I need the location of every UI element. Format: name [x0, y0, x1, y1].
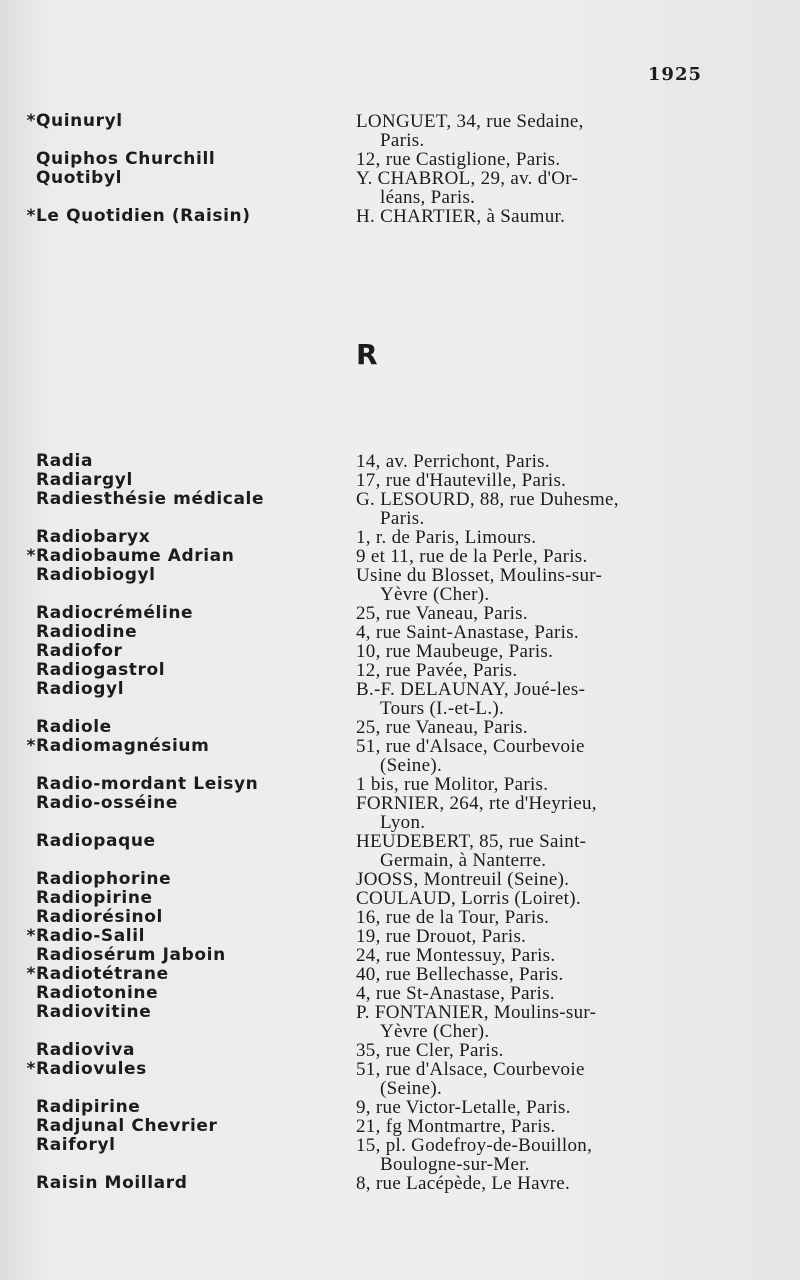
list-item	[0, 1117, 800, 1136]
address-line-1: 12, rue Castiglione, Paris.	[356, 149, 561, 170]
entry-address	[356, 870, 716, 889]
entry-address	[356, 623, 716, 642]
entry-name-text: Quotibyl	[36, 168, 123, 188]
entry-address	[356, 984, 716, 1003]
asterisk-mark: *	[26, 1059, 36, 1079]
entry-name	[36, 1117, 336, 1136]
entry-name	[36, 623, 336, 642]
list-item	[0, 528, 800, 547]
list-item	[0, 604, 800, 623]
entry-name-text: Quinuryl	[36, 111, 123, 131]
address-line-1: 8, rue Lacépède, Le Havre.	[356, 1173, 571, 1194]
asterisk-mark: *	[26, 546, 36, 566]
entry-address	[356, 946, 716, 965]
entry-address	[356, 1041, 716, 1060]
address-line-2: léans, Paris.	[380, 187, 476, 208]
list-item	[0, 737, 800, 775]
list-item	[0, 1003, 800, 1041]
address-line-2: (Seine).	[380, 1078, 443, 1099]
list-item	[0, 794, 800, 832]
entry-name-text: Radiocréméline	[36, 603, 194, 623]
address-line-1: 9 et 11, rue de la Perle, Paris.	[356, 546, 588, 567]
entry-name-text: Radjunal Chevrier	[36, 1116, 218, 1136]
entry-name-text: Radiovules	[36, 1059, 147, 1079]
entry-address	[356, 794, 716, 832]
address-line-1: 4, rue St-Anastase, Paris.	[356, 983, 555, 1004]
address-line-1: 21, fg Montmartre, Paris.	[356, 1116, 556, 1137]
list-item	[0, 547, 800, 566]
list-item	[0, 169, 800, 207]
asterisk-mark: *	[26, 206, 36, 226]
entry-address	[356, 452, 716, 471]
list-item	[0, 946, 800, 965]
address-line-1: 12, rue Pavée, Paris.	[356, 660, 518, 681]
asterisk-mark: *	[26, 926, 36, 946]
address-line-1: 15, pl. Godefroy-de-Bouillon,	[356, 1135, 593, 1156]
address-line-1: HEUDEBERT, 85, rue Saint-	[356, 831, 587, 852]
entry-name	[36, 680, 336, 699]
address-line-1: G. LESOURD, 88, rue Duhesme,	[356, 489, 619, 510]
list-item	[0, 207, 800, 226]
entry-name-text: Radiesthésie médicale	[36, 489, 265, 509]
address-line-1: 51, rue d'Alsace, Courbevoie	[356, 736, 585, 757]
entry-name	[36, 642, 336, 661]
address-line-1: Usine du Blosset, Moulins-sur-	[356, 565, 603, 586]
entry-name	[36, 946, 336, 965]
entry-name-text: Radiole	[36, 717, 112, 737]
entry-name	[26, 736, 336, 756]
entry-name	[36, 832, 336, 851]
entry-name	[36, 794, 336, 813]
entry-address	[356, 528, 716, 547]
entry-name-text: Radiovitine	[36, 1002, 152, 1022]
list-item	[0, 642, 800, 661]
entry-name-text: Raiforyl	[36, 1135, 116, 1155]
entry-name	[36, 490, 336, 509]
entry-name	[36, 1003, 336, 1022]
list-item	[0, 1174, 800, 1193]
entry-address	[356, 547, 716, 566]
address-line-2: Tours (I.-et-L.).	[380, 698, 505, 719]
address-line-1: 35, rue Cler, Paris.	[356, 1040, 504, 1061]
address-line-2: Paris.	[380, 508, 425, 529]
entry-name-text: Radia	[36, 451, 94, 471]
entry-name-text: Radiopaque	[36, 831, 156, 851]
asterisk-mark: *	[26, 736, 36, 756]
address-line-1: LONGUET, 34, rue Sedaine,	[356, 111, 584, 132]
entry-name-text: Radiogyl	[36, 679, 125, 699]
entry-name	[36, 169, 336, 188]
entry-name	[36, 1041, 336, 1060]
entry-name	[26, 206, 336, 226]
address-line-1: 25, rue Vaneau, Paris.	[356, 603, 528, 624]
entry-name-text: Radiomagnésium	[36, 736, 210, 756]
entry-address	[356, 1136, 716, 1174]
address-line-1: 14, av. Perrichont, Paris.	[356, 451, 550, 472]
entry-name-text: Radiargyl	[36, 470, 133, 490]
address-line-1: Y. CHABROL, 29, av. d'Or-	[356, 168, 579, 189]
address-line-1: P. FONTANIER, Moulins-sur-	[356, 1002, 597, 1023]
address-line-2: Yèvre (Cher).	[380, 1021, 490, 1042]
section-letter: R	[356, 338, 378, 371]
entry-name-text: Radiobaryx	[36, 527, 151, 547]
address-line-2: Lyon.	[380, 812, 426, 833]
entry-name	[36, 604, 336, 623]
entry-name	[36, 889, 336, 908]
entry-address	[356, 775, 716, 794]
entry-address	[356, 169, 716, 207]
address-line-1: 25, rue Vaneau, Paris.	[356, 717, 528, 738]
entry-name	[26, 926, 336, 946]
entry-address	[356, 1003, 716, 1041]
page-year: 1925	[647, 64, 702, 85]
list-item	[0, 1041, 800, 1060]
list-item	[0, 623, 800, 642]
entry-name	[36, 984, 336, 1003]
entry-name-text: Radiophorine	[36, 869, 172, 889]
entry-name-text: Le Quotidien (Raisin)	[36, 206, 251, 226]
entry-address	[356, 642, 716, 661]
entry-name-text: Radiodine	[36, 622, 138, 642]
entry-name	[36, 661, 336, 680]
address-line-1: 40, rue Bellechasse, Paris.	[356, 964, 564, 985]
entry-address	[356, 604, 716, 623]
address-line-1: 4, rue Saint-Anastase, Paris.	[356, 622, 579, 643]
list-item	[0, 927, 800, 946]
list-item	[0, 150, 800, 169]
address-line-1: 1, r. de Paris, Limours.	[356, 527, 537, 548]
entry-address	[356, 490, 716, 528]
address-line-1: 19, rue Drouot, Paris.	[356, 926, 527, 947]
address-line-1: B.-F. DELAUNAY, Joué-les-	[356, 679, 586, 700]
list-item	[0, 984, 800, 1003]
entry-name-text: Radiosérum Jaboin	[36, 945, 226, 965]
address-line-1: COULAUD, Lorris (Loiret).	[356, 888, 581, 909]
entry-name-text: Radio-Salil	[36, 926, 146, 946]
address-line-1: JOOSS, Montreuil (Seine).	[356, 869, 570, 890]
list-item	[0, 1136, 800, 1174]
entry-name-text: Raisin Moillard	[36, 1173, 188, 1193]
entry-address	[356, 908, 716, 927]
address-line-1: 16, rue de la Tour, Paris.	[356, 907, 550, 928]
entry-address	[356, 889, 716, 908]
list-item	[0, 718, 800, 737]
list-item	[0, 452, 800, 471]
address-line-2: Yèvre (Cher).	[380, 584, 490, 605]
list-item	[0, 965, 800, 984]
list-item	[0, 566, 800, 604]
address-line-1: 51, rue d'Alsace, Courbevoie	[356, 1059, 585, 1080]
entry-name	[36, 471, 336, 490]
address-line-2: Germain, à Nanterre.	[380, 850, 547, 871]
list-item	[0, 661, 800, 680]
address-line-1: FORNIER, 264, rte d'Heyrieu,	[356, 793, 597, 814]
entry-address	[356, 718, 716, 737]
entry-list	[0, 452, 800, 1193]
entry-name-text: Radioviva	[36, 1040, 136, 1060]
entry-address	[356, 737, 716, 775]
address-line-1: 10, rue Maubeuge, Paris.	[356, 641, 554, 662]
entry-address	[356, 680, 716, 718]
asterisk-mark: *	[26, 111, 36, 131]
asterisk-mark: *	[26, 964, 36, 984]
entry-address	[356, 1098, 716, 1117]
address-line-2: Boulogne-sur-Mer.	[380, 1154, 530, 1175]
entry-address	[356, 1117, 716, 1136]
entry-name-text: Radipirine	[36, 1097, 141, 1117]
entry-name-text: Radiotétrane	[36, 964, 169, 984]
entry-address	[356, 661, 716, 680]
entry-name	[26, 111, 336, 131]
list-item	[0, 832, 800, 870]
address-line-1: 1 bis, rue Molitor, Paris.	[356, 774, 549, 795]
address-line-1: 9, rue Victor-Letalle, Paris.	[356, 1097, 571, 1118]
entry-name-text: Radiofor	[36, 641, 123, 661]
entry-name	[36, 1136, 336, 1155]
entry-name-text: Radio-osséine	[36, 793, 178, 813]
entry-name-text: Radiogastrol	[36, 660, 166, 680]
entry-name	[36, 452, 336, 471]
top-entry-list	[0, 112, 800, 226]
entry-address	[356, 927, 716, 946]
address-line-1: 24, rue Montessuy, Paris.	[356, 945, 556, 966]
list-item	[0, 490, 800, 528]
address-line-1: H. CHARTIER, à Saumur.	[356, 206, 566, 227]
entry-name-text: Radiotonine	[36, 983, 159, 1003]
entry-address	[356, 1174, 716, 1193]
entry-name-text: Radiopirine	[36, 888, 153, 908]
entry-name-text: Radiobiogyl	[36, 565, 156, 585]
list-item	[0, 1060, 800, 1098]
address-line-1: 17, rue d'Hauteville, Paris.	[356, 470, 567, 491]
entry-name	[26, 1059, 336, 1079]
entry-name	[36, 718, 336, 737]
entry-address	[356, 112, 716, 150]
entry-name	[36, 528, 336, 547]
list-item	[0, 870, 800, 889]
list-item	[0, 680, 800, 718]
entry-name-text: Radiobaume Adrian	[36, 546, 235, 566]
list-item	[0, 908, 800, 927]
entry-address	[356, 471, 716, 490]
entry-name	[26, 964, 336, 984]
entry-address	[356, 150, 716, 169]
entry-name	[36, 566, 336, 585]
entry-name-text: Quiphos Churchill	[36, 149, 216, 169]
list-item	[0, 471, 800, 490]
list-item	[0, 775, 800, 794]
entry-name	[36, 908, 336, 927]
entry-name-text: Radio-mordant Leisyn	[36, 774, 259, 794]
entry-address	[356, 1060, 716, 1098]
entry-name	[36, 150, 336, 169]
entry-name	[36, 1174, 336, 1193]
entry-name-text: Radiorésinol	[36, 907, 163, 927]
entry-address	[356, 832, 716, 870]
list-item	[0, 1098, 800, 1117]
address-line-2: Paris.	[380, 130, 425, 151]
address-line-2: (Seine).	[380, 755, 443, 776]
list-item	[0, 889, 800, 908]
entry-address	[356, 207, 716, 226]
entry-address	[356, 566, 716, 604]
entry-name	[36, 870, 336, 889]
list-item	[0, 112, 800, 150]
entry-name	[36, 775, 336, 794]
entry-name	[36, 1098, 336, 1117]
entry-name	[26, 546, 336, 566]
entry-address	[356, 965, 716, 984]
